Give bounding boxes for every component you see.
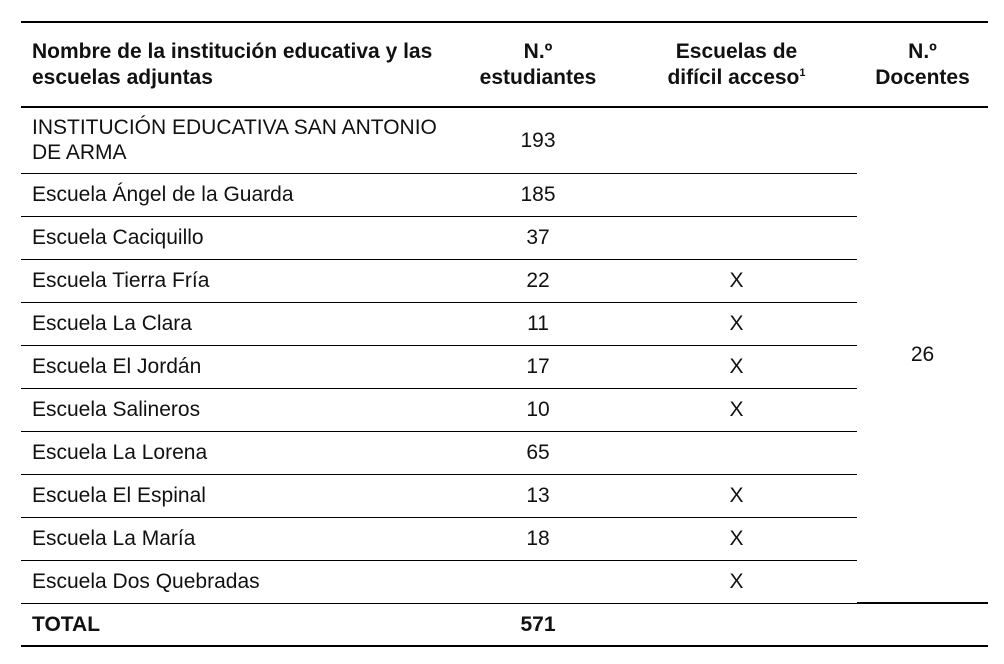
table-row	[21, 474, 988, 517]
students-count: 13	[460, 474, 616, 517]
table-header	[21, 22, 988, 107]
school-name: Escuela Tierra Fría	[21, 259, 460, 302]
difficult-access-mark: X	[616, 388, 857, 431]
students-count: 65	[460, 431, 616, 474]
difficult-access-mark: X	[616, 259, 857, 302]
table-row	[21, 517, 988, 560]
difficult-access-mark	[616, 431, 857, 474]
header-teachers-line2: Docentes	[875, 65, 970, 89]
header-access-line2: difícil acceso	[667, 65, 800, 89]
table-row	[21, 560, 988, 603]
teachers-count: 26	[857, 107, 988, 603]
students-count: 17	[460, 345, 616, 388]
school-name: Escuela Caciquillo	[21, 216, 460, 259]
school-name: Escuela La María	[21, 517, 460, 560]
footnote-marker: 1	[799, 66, 806, 79]
header-access	[616, 22, 857, 107]
table-row	[21, 345, 988, 388]
table-row	[21, 173, 988, 216]
students-count	[460, 560, 616, 603]
table-row	[21, 302, 988, 345]
table-row	[21, 216, 988, 259]
total-label: TOTAL	[21, 603, 460, 646]
school-name: Escuela Salineros	[21, 388, 460, 431]
school-name: Escuela Ángel de la Guarda	[21, 173, 460, 216]
students-count: 18	[460, 517, 616, 560]
students-count: 185	[460, 173, 616, 216]
total-row	[21, 603, 988, 646]
school-name: Escuela El Espinal	[21, 474, 460, 517]
header-access-line1: Escuelas de	[675, 40, 798, 64]
students-count: 10	[460, 388, 616, 431]
table-row	[21, 388, 988, 431]
total-students: 571	[460, 603, 616, 646]
school-name: Escuela La Lorena	[21, 431, 460, 474]
school-name: Escuela Dos Quebradas	[21, 560, 460, 603]
header-teachers-line1: N.º	[908, 40, 937, 64]
difficult-access-mark: X	[616, 345, 857, 388]
table-row	[21, 431, 988, 474]
header-students: N.º estudiantes	[460, 22, 616, 107]
students-count: 11	[460, 302, 616, 345]
students-count: 193	[460, 107, 616, 173]
total-access-empty	[616, 603, 857, 646]
difficult-access-mark: X	[616, 517, 857, 560]
difficult-access-mark	[616, 173, 857, 216]
difficult-access-mark: X	[616, 474, 857, 517]
schools-table	[21, 21, 988, 647]
difficult-access-mark: X	[616, 302, 857, 345]
students-count: 22	[460, 259, 616, 302]
header-name: Nombre de la institución educativa y las escuelas adjuntas	[21, 22, 460, 107]
difficult-access-mark	[616, 216, 857, 259]
school-name: INSTITUCIÓN EDUCATIVA SAN ANTONIO DE ARMA	[21, 107, 460, 173]
total-teachers-empty	[857, 603, 988, 646]
table-row	[21, 259, 988, 302]
header-teachers	[857, 22, 988, 107]
table-row	[21, 107, 988, 173]
difficult-access-mark	[616, 107, 857, 173]
school-name: Escuela La Clara	[21, 302, 460, 345]
students-count: 37	[460, 216, 616, 259]
difficult-access-mark: X	[616, 560, 857, 603]
school-name: Escuela El Jordán	[21, 345, 460, 388]
table-body	[21, 107, 988, 646]
